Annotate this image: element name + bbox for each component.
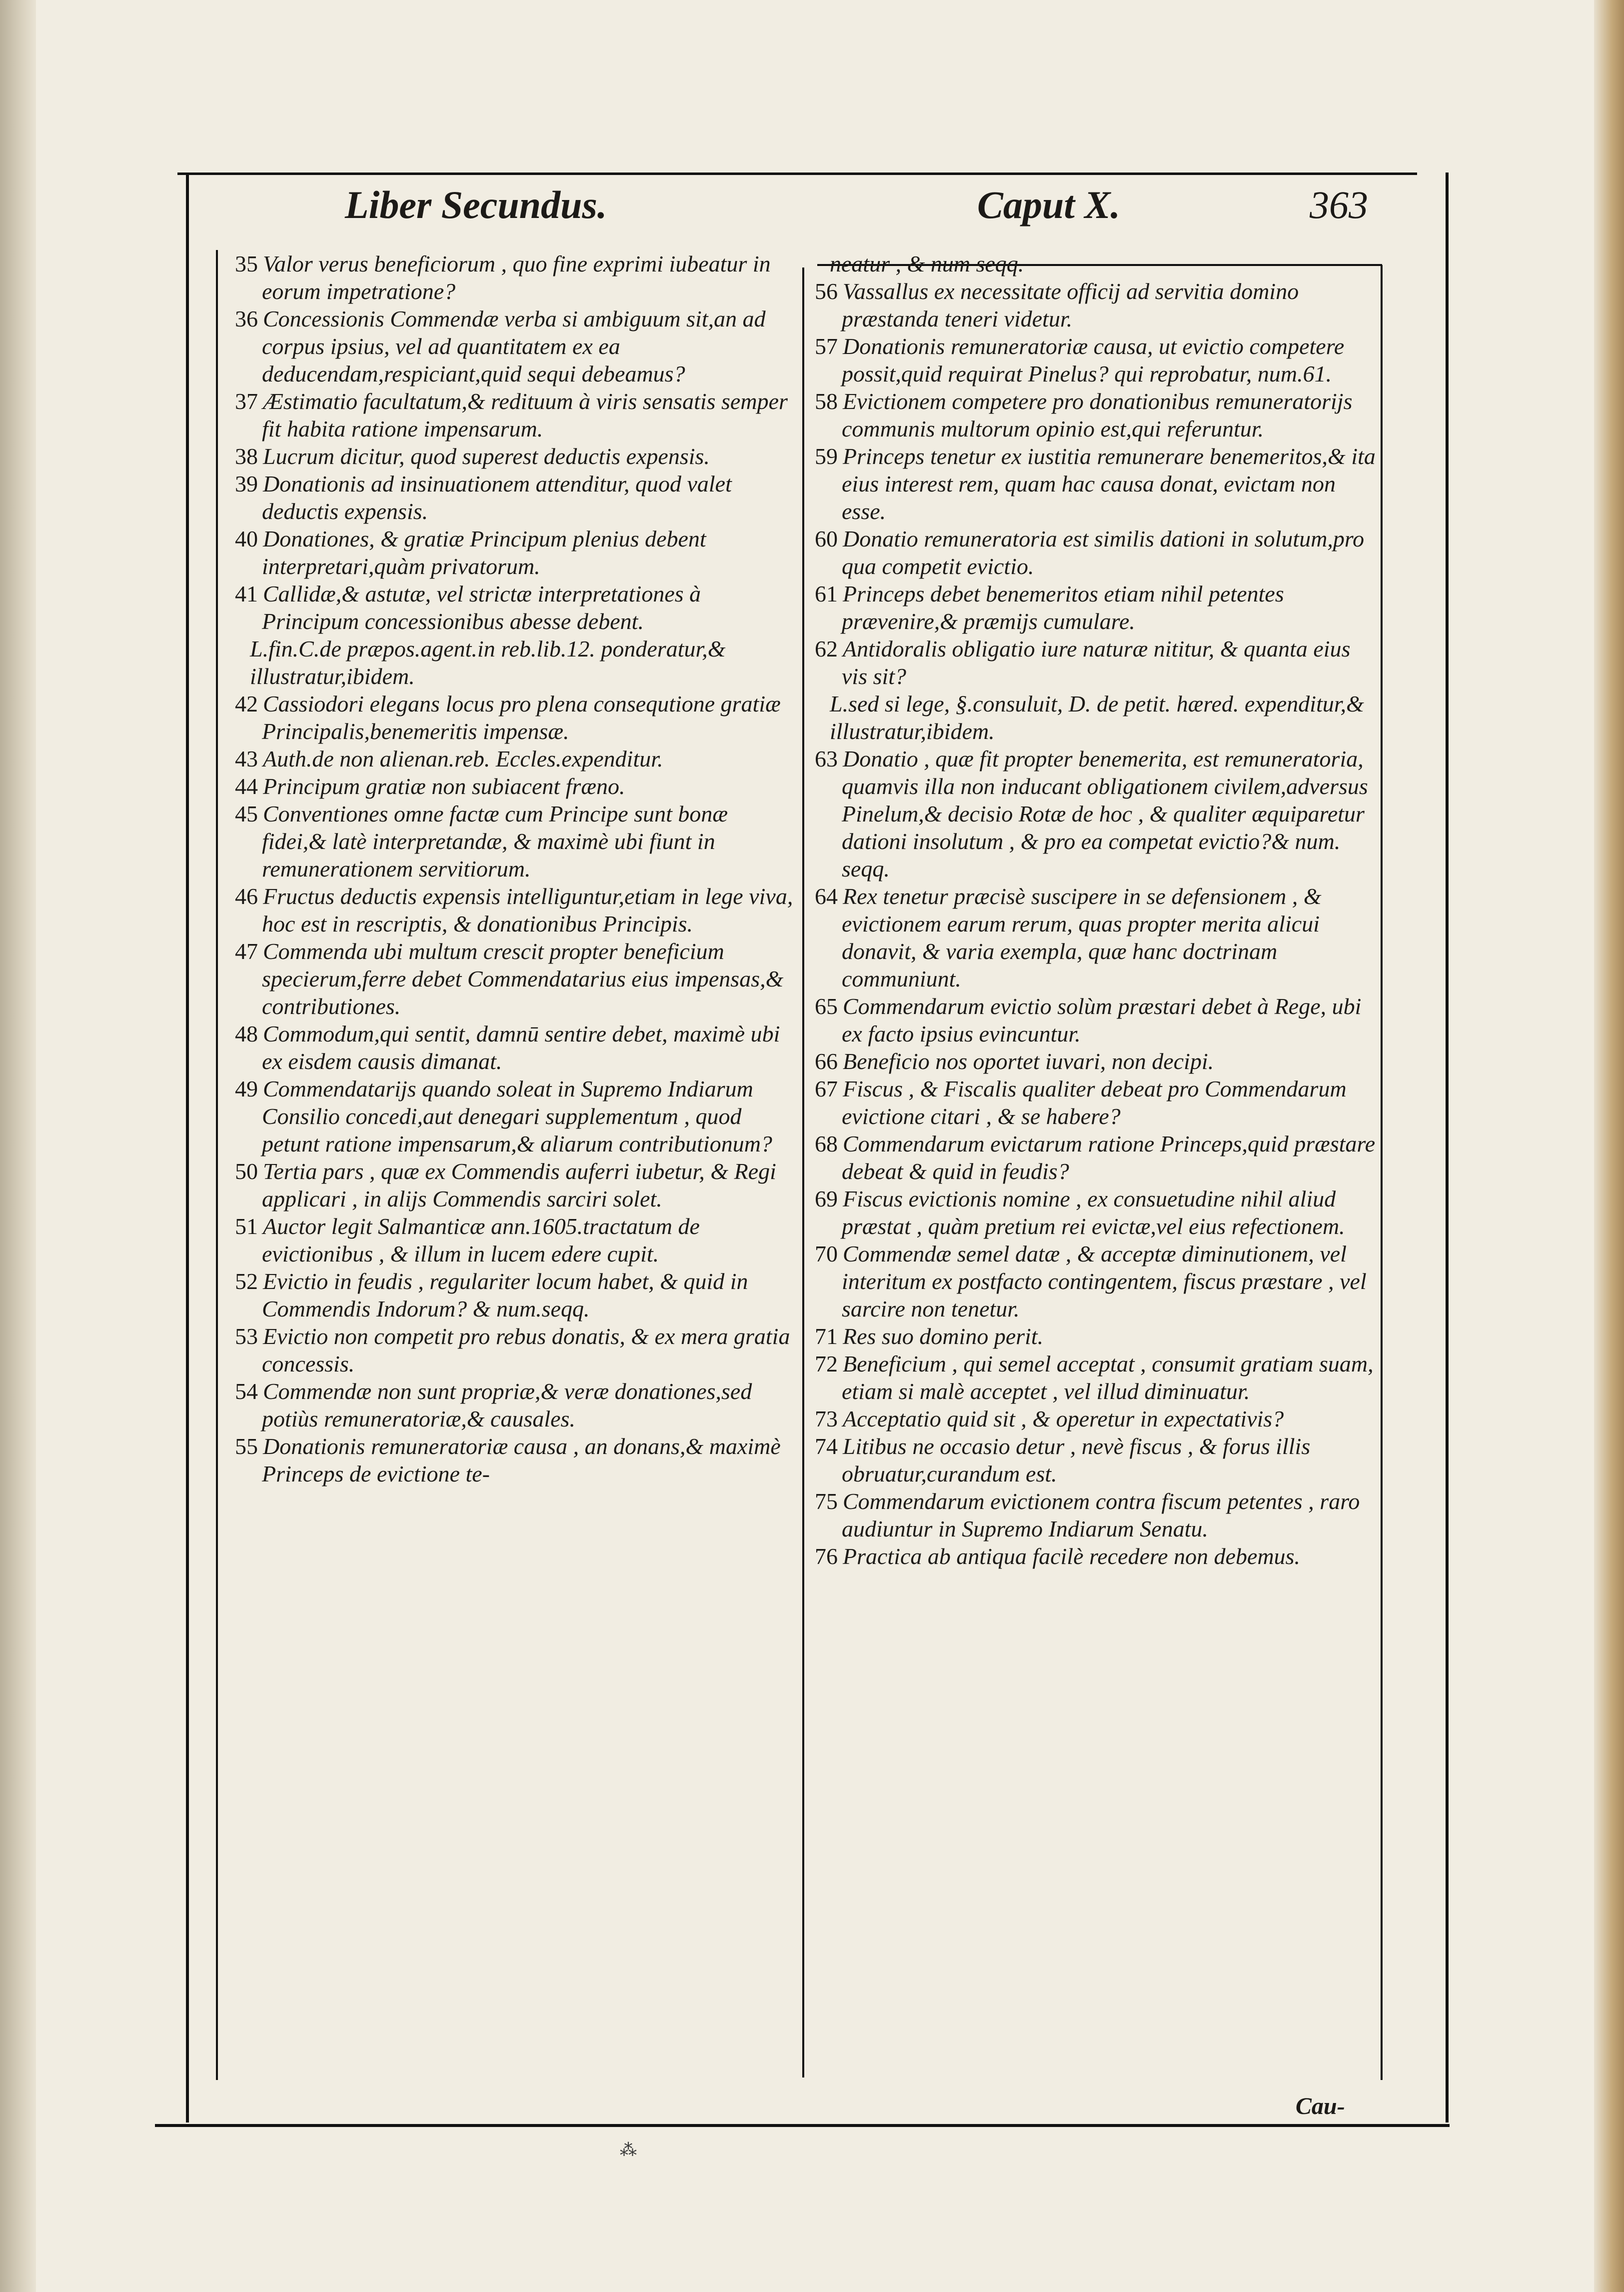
entry-text: Vassallus ex necessitate officij ad servitia domino præstanda teneri videtur. [842,278,1299,332]
running-title-chapter: Caput X. [977,183,1121,226]
entry-number: 69 [815,1186,838,1212]
entry-number: 64 [815,884,838,909]
entry-number: 52 [235,1268,258,1294]
entry-text: Commendæ semel datæ , & acceptæ diminutionem, vel interitum ex postfacto contingentem, fiscus præstare , vel sarcire non tenetur. [842,1241,1367,1322]
entry-text: Donationis ad insinuationem attenditur, quod valet deductis expensis. [262,471,732,524]
entry-number: 36 [235,306,258,332]
entry-number: 67 [815,1076,838,1102]
entry-number: 46 [235,884,258,909]
entry-text: Donationis remuneratoriæ causa, ut evictio competere possit,quid requirat Pinelus? qui reprobatur, num.61. [842,334,1345,386]
entry-number: 41 [235,581,258,606]
summary-entry [815,1488,1377,1542]
entry-number: 66 [815,1048,838,1074]
entry-text: L.fin.C.de præpos.agent.in reb.lib.12. ponderatur,& illustratur,ibidem. [250,636,726,689]
summary-entry [815,882,1377,992]
frame-left-rule [186,172,189,2122]
printer-ornament: ⁂ [620,2141,637,2160]
entry-text: Commendarum evictio solùm præstari debet à Rege, ubi ex facto ipsius evincuntur. [842,994,1362,1046]
summary-entry [235,772,795,800]
entry-number: 42 [235,691,258,716]
summary-entry [815,690,1377,745]
entry-text: Conventiones omne factæ cum Principe sunt bonæ fidei,& latè interpretandæ, & maximè ubi fiunt in remunerationem servitiorum. [262,801,728,882]
entry-number: 50 [235,1158,258,1184]
summary-column-left [235,250,795,1488]
frame-right-rule [1446,172,1449,2122]
entry-number: 71 [815,1324,838,1349]
entry-number: 54 [235,1378,258,1404]
entry-text: Donationes, & gratiæ Principum plenius debent interpretari,quàm privatorum. [262,526,706,579]
entry-number: 68 [815,1131,838,1156]
summary-entry [235,1268,795,1322]
summary-entry [235,938,795,1020]
summary-entry [815,1322,1377,1350]
entry-text: Acceptatio quid sit , & operetur in expectativis? [843,1406,1284,1432]
catchword: Cau- [1296,2093,1345,2120]
entry-number: 61 [815,581,838,606]
entry-text: Callidæ,& astutæ, vel strictæ interpretationes à Principum concessionibus abesse debent. [262,581,701,634]
summary-entry [235,250,795,305]
summary-entry [235,1432,795,1488]
entry-number: 51 [235,1214,258,1239]
header-rule [177,172,1417,175]
entry-number: 38 [235,444,258,469]
entry-text: Concessionis Commendæ verba si ambiguum sit,an ad corpus ipsius, vel ad quantitatem ex ea deducendam,respiciant,quid sequi debeamus? [262,306,766,386]
entry-number: 76 [815,1544,838,1569]
summary-entry [815,250,1377,278]
summary-entry [815,1240,1377,1322]
entry-text: Rex tenetur præcisè suscipere in se defensionem , & evictionem earum rerum, quas propter merita alicui donavit, & varia exempla, quæ hanc doctrinam communiunt. [842,884,1322,992]
summary-entry [815,278,1377,332]
summary-entry [235,442,795,470]
entry-text: Res suo domino perit. [843,1324,1044,1349]
column-divider-rule [802,268,804,2078]
entry-number: 45 [235,801,258,826]
entry-text: Lucrum dicitur, quod superest deductis expensis. [263,444,710,469]
entry-text: Commendatarijs quando soleat in Supremo Indiarum Consilio concedi,aut denegari supplementum , quod petunt ratione impensarum,& aliarum contributionum? [262,1076,772,1156]
entry-text: Practica ab antiqua facilè recedere non debemus. [843,1544,1301,1569]
entry-number: 59 [815,444,838,469]
summary-entry [235,388,795,442]
entry-text: Evictio non competit pro rebus donatis, & ex mera gratia concessis. [262,1324,790,1376]
summary-entry [235,635,795,690]
entry-number: 58 [815,388,838,414]
entry-text: Princeps tenetur ex iustitia remunerare benemeritos,& ita eius interest rem, quam hac causa donat, evictam non esse. [842,444,1376,524]
summary-entry [815,580,1377,635]
summary-entry [815,745,1377,882]
summary-entry [815,1542,1377,1570]
entry-text: Valor verus beneficiorum , quo fine exprimi iubeatur in eorum impetratione? [262,251,771,304]
entry-number: 49 [235,1076,258,1102]
entry-text: Auctor legit Salmanticæ ann.1605.tractatum de evictionibus , & illum in lucem edere cupit. [262,1214,700,1266]
entry-number: 55 [235,1434,258,1459]
summary-entry [235,745,795,772]
summary-entry [235,1322,795,1378]
entry-number: 44 [235,774,258,799]
entry-text: Commendarum evictionem contra fiscum petentes , raro audiuntur in Supremo Indiarum Senatu. [842,1488,1360,1542]
summary-entry [235,305,795,388]
entry-text: Auth.de non alienan.reb. Eccles.expenditur. [263,746,663,772]
summary-entry [815,1405,1377,1432]
summary-entry [815,1432,1377,1488]
entry-text: Æstimatio facultatum,& redituum à viris sensatis semper fit habita ratione impensarum. [262,388,788,442]
entry-text: Princeps debet benemeritos etiam nihil petentes prævenire,& præmijs cumulare. [842,581,1284,634]
summary-entry [235,690,795,745]
entry-number: 37 [235,388,258,414]
entry-number: 70 [815,1241,838,1266]
entry-number: 72 [815,1351,838,1376]
entry-number: 35 [235,251,258,276]
summary-entry [815,1185,1377,1240]
entry-text: Tertia pars , quæ ex Commendis auferri iubetur, & Regi applicari , in alijs Commendis sarciri solet. [262,1158,776,1212]
summary-entry [815,525,1377,580]
entry-number: 73 [815,1406,838,1432]
entry-text: Donatio remuneratoria est similis dationi in solutum,pro qua competit evictio. [842,526,1365,579]
summary-entry [815,635,1377,690]
summary-entry [815,1048,1377,1075]
entry-text: Donatio , quæ fit propter benemerita, est remuneratoria, quamvis illa non inducant obligationem civilem,adversus Pinelum,& decisio Rotæ de hoc , & qualiter æquiparetur dationi insolutum , & pro ea competat evictio?& num. seqq. [842,746,1368,882]
summary-entry [815,388,1377,442]
binding-gutter [0,0,36,2292]
entry-text: Beneficium , qui semel acceptat , consumit gratiam suam, etiam si malè acceptet , vel illud diminuatur. [842,1351,1374,1404]
summary-entry [815,1130,1377,1185]
entry-text: Donationis remuneratoriæ causa , an donans,& maximè Princeps de evictione te- [262,1434,781,1486]
entry-text: Commendæ non sunt propriæ,& veræ donationes,sed potiùs remuneratoriæ,& causales. [262,1378,752,1432]
entry-number: 60 [815,526,838,552]
entry-text: Cassiodori elegans locus pro plena consequtione gratiæ Principalis,benemeritis impensæ. [262,691,781,744]
summary-entry [815,1075,1377,1130]
footer-rule [155,2124,1450,2127]
summary-entry [235,800,795,882]
entry-number: 75 [815,1488,838,1514]
summary-entry [815,332,1377,388]
summary-entry [235,1075,795,1158]
entry-text: Litibus ne occasio detur , nevè fiscus , & forus illis obruatur,curandum est. [842,1434,1311,1486]
summary-column-right [815,250,1377,1570]
entry-text: Fiscus evictionis nomine , ex consuetudine nihil aliud præstat , quàm pretium rei evictæ,vel eius refectionem. [842,1186,1345,1239]
entry-text: Fructus deductis expensis intelliguntur,etiam in lege viva, hoc est in rescriptis, & donationibus Principis. [262,884,793,936]
page-number: 363 [1310,183,1368,226]
column-right-rule [1381,265,1383,2080]
summary-entry [815,992,1377,1048]
summary-entry [235,1378,795,1432]
entry-text: L.sed si lege, §.consuluit, D. de petit. hæred. expenditur,& illustratur,ibidem. [830,691,1364,744]
column-left-rule [216,250,218,2080]
entry-text: neatur , & num seqq. [830,251,1024,276]
entry-number: 40 [235,526,258,552]
entry-number: 62 [815,636,838,662]
summary-entry [235,470,795,525]
entry-text: Antidoralis obligatio iure naturæ nititur, & quanta eius vis sit? [842,636,1351,689]
running-title-left: Liber Secundus. [345,183,607,226]
entry-number: 74 [815,1434,838,1459]
page-edge [1594,0,1624,2292]
entry-number: 53 [235,1324,258,1349]
summary-entry [815,1350,1377,1405]
entry-number: 57 [815,334,838,359]
summary-entry [235,1212,795,1268]
summary-entry [235,525,795,580]
summary-entry [235,580,795,635]
summary-entry [815,442,1377,525]
entry-text: Principum gratiæ non subiacent fræno. [263,774,625,799]
entry-number: 48 [235,1021,258,1046]
entry-number: 56 [815,278,838,304]
entry-number: 43 [235,746,258,772]
entry-number: 39 [235,471,258,496]
entry-number: 63 [815,746,838,772]
entry-text: Commodum,qui sentit, damnū sentire debet, maximè ubi ex eisdem causis dimanat. [262,1021,780,1074]
summary-entry [235,882,795,938]
entry-text: Evictio in feudis , regulariter locum habet, & quid in Commendis Indorum? & num.seqq. [262,1268,748,1322]
entry-text: Commendarum evictarum ratione Princeps,quid præstare debeat & quid in feudis? [842,1131,1376,1184]
entry-text: Fiscus , & Fiscalis qualiter debeat pro Commendarum evictione citari , & se habere? [842,1076,1347,1129]
summary-entry [235,1158,795,1212]
entry-text: Evictionem competere pro donationibus remuneratorijs communis multorum opinio est,qui referuntur. [842,388,1353,442]
entry-text: Beneficio nos oportet iuvari, non decipi. [843,1048,1214,1074]
entry-number: 65 [815,994,838,1019]
entry-text: Commenda ubi multum crescit propter beneficium specierum,ferre debet Commendatarius eius impensas,& contributiones. [262,938,784,1019]
entry-number: 47 [235,938,258,964]
summary-entry [235,1020,795,1075]
